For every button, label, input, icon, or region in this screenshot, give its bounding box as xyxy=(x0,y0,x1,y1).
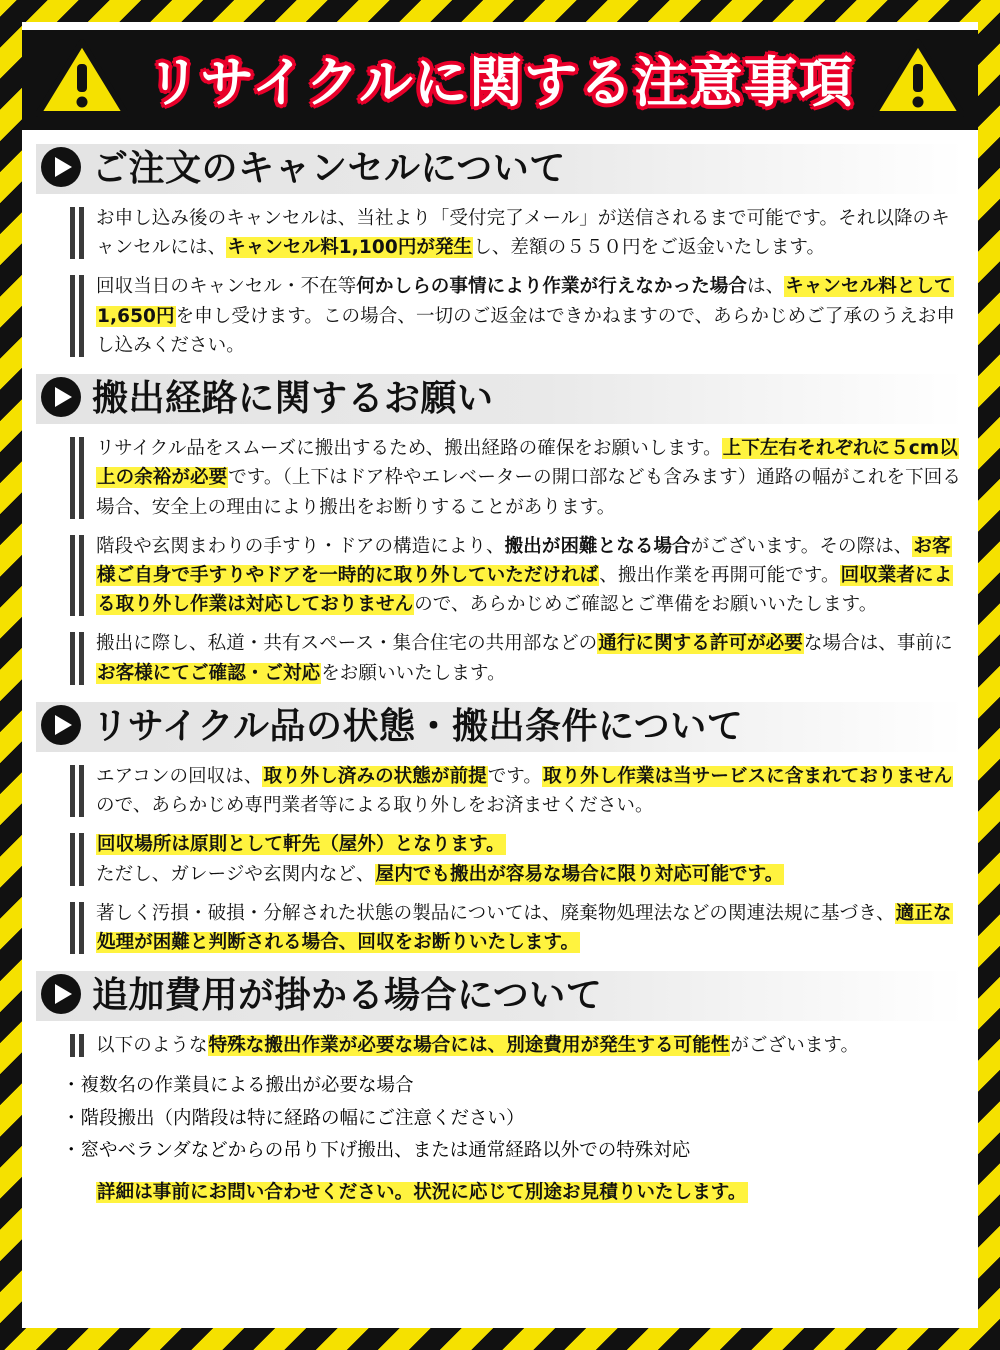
highlighted-text: 詳細は事前にお問い合わせください。状況に応じて別途お見積りいたします。 xyxy=(97,1181,747,1203)
body-text: は、 xyxy=(747,276,785,298)
bullet-list xyxy=(62,1070,964,1167)
poster-body xyxy=(22,22,978,1328)
section-title: リサイクル品の状態・搬出条件について xyxy=(92,706,744,748)
body-text: し、差額の５５０円をご返金いたします。 xyxy=(473,237,826,259)
paragraph xyxy=(70,204,964,262)
highlighted-text: 回収場所は原則として軒先（屋外）となります。 xyxy=(97,834,505,856)
play-arrow-icon xyxy=(40,704,82,750)
paragraph xyxy=(70,762,964,820)
body-text: な場合は、事前に xyxy=(803,633,953,655)
body-text: エアコンの回収は、 xyxy=(96,765,263,787)
footer-note xyxy=(96,1178,964,1207)
highlighted-text: お客様ご自身で手すりやドアを一時的に取り外していただければ xyxy=(97,535,951,586)
section-title: ご注文のキャンセルについて xyxy=(92,148,566,190)
warning-triangle-icon xyxy=(36,38,128,118)
play-arrow-icon xyxy=(40,146,82,192)
highlighted-text: 上下左右それぞれに５cm以上の余裕が必要 xyxy=(97,438,958,489)
body-text: です。（上下はドア枠やエレベーターの開口部なども含みます）通路の幅がこれを下回る場合、安全上の理由により搬出をお断りすることがあります。 xyxy=(96,467,961,518)
section-heading xyxy=(36,144,964,194)
body-text: 著しく汚損・破損・分解された状態の製品については、廃棄物処理法などの関連法規に基づき、 xyxy=(96,902,895,924)
paragraph xyxy=(70,1031,964,1060)
list-item: ・ 窓やベランダなどからの吊り下げ搬出、または通常経路以外での特殊対応 xyxy=(62,1135,964,1167)
highlighted-text: 回収業者による取り外し作業は対応しておりません xyxy=(97,564,953,616)
body-text: ただし、ガレージや玄関内など、 xyxy=(96,863,375,885)
body-text: を申し受けます。この場合、一切のご返金はできかねますので、あらかじめご了承のうえお申し込みください。 xyxy=(96,305,955,356)
bold-text: 搬出が困難となる場合 xyxy=(504,535,691,557)
body-text: ので、あらかじめご確認とご準備をお願いいたします。 xyxy=(414,594,878,616)
play-arrow-icon xyxy=(40,376,82,422)
warning-triangle-icon xyxy=(872,38,964,118)
body-text: 回収当日のキャンセル・不在等 xyxy=(96,276,357,298)
highlighted-text: キャンセル料として1,650円 xyxy=(97,276,953,327)
body-text: をお願いいたします。 xyxy=(321,662,506,684)
body-text: です。 xyxy=(487,765,543,787)
sections-container xyxy=(36,144,964,1207)
body-text: 、搬出作業を再開可能です。 xyxy=(599,564,840,586)
list-item: ・ 階段搬出（内階段は特に経路の幅にご注意ください） xyxy=(62,1103,964,1135)
highlighted-text: 通行に関する許可が必要 xyxy=(598,633,803,655)
paragraph xyxy=(70,629,964,687)
highlighted-text: 屋内でも搬出が容易な場合に限り対応可能です。 xyxy=(375,863,784,885)
page-title: リサイクルに関する注意事項 xyxy=(146,50,854,114)
body-text: お申し込み後のキャンセルは、当社より「受付完了メール」が送信されるまで可能です。それ以降のキャンセルには、 xyxy=(96,208,950,259)
play-arrow-icon xyxy=(40,973,82,1019)
paragraph xyxy=(70,434,964,522)
paragraph xyxy=(70,532,964,620)
body-text: ので、あらかじめ専門業者等による取り外しをお済ませください。 xyxy=(96,795,654,817)
highlighted-text: 取り外し作業は当サービスに含まれておりません xyxy=(543,765,953,787)
body-text: 以下のような xyxy=(96,1035,208,1057)
paragraph xyxy=(70,830,964,888)
poster-header xyxy=(22,30,978,130)
section-heading xyxy=(36,374,964,424)
highlighted-text: 特殊な搬出作業が必要な場合には、別途費用が発生する可能性 xyxy=(208,1035,730,1057)
bold-text: 何かしらの事情により作業が行えなかった場合 xyxy=(356,276,748,298)
highlighted-text: 取り外し済みの状態が前提 xyxy=(263,765,487,787)
body-text: リサイクル品をスムーズに搬出するため、搬出経路の確保をお願いします。 xyxy=(96,438,722,460)
paragraph xyxy=(70,899,964,957)
body-text: 階段や玄関まわりの手すり・ドアの構造により、 xyxy=(96,535,505,557)
section-title: 搬出経路に関するお願い xyxy=(92,378,494,420)
body-text: がございます。 xyxy=(730,1035,860,1057)
highlighted-text: 適正な処理が困難と判断される場合、回収をお断りいたします。 xyxy=(97,902,952,953)
list-item: ・ 複数名の作業員による搬出が必要な場合 xyxy=(62,1070,964,1102)
highlighted-text: お客様にてご確認・ご対応 xyxy=(97,662,321,684)
body-text: がございます。その際は、 xyxy=(690,535,913,557)
section-title: 追加費用が掛かる場合について xyxy=(92,975,603,1017)
body-text: 搬出に際し、私道・共有スペース・集合住宅の共用部などの xyxy=(96,633,598,655)
highlighted-text: キャンセル料1,100円が発生 xyxy=(227,237,473,259)
section-heading xyxy=(36,971,964,1021)
paragraph xyxy=(70,272,964,360)
section-heading xyxy=(36,702,964,752)
